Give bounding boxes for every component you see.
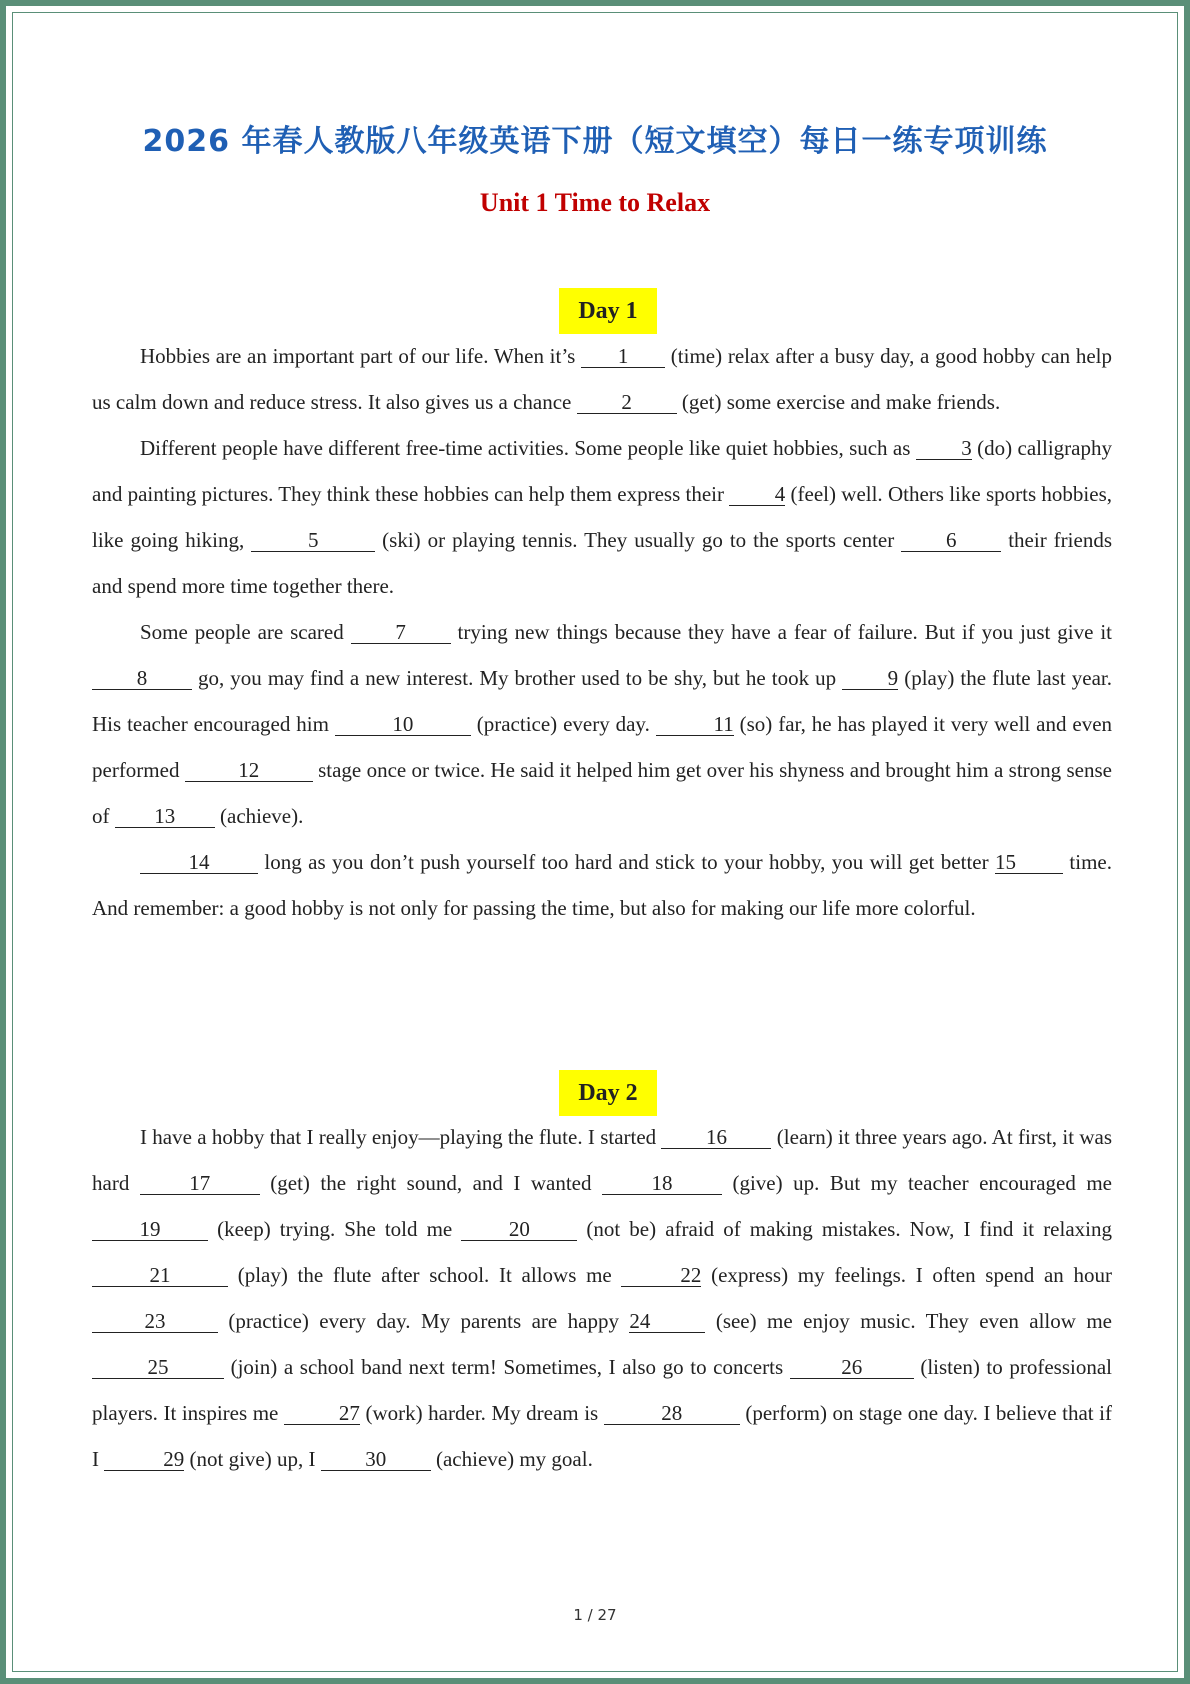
blank-30[interactable]: 30 — [321, 1448, 431, 1471]
blank-9[interactable]: 9 — [842, 667, 898, 690]
blank-19[interactable]: 19 — [92, 1218, 208, 1241]
blank-15[interactable]: 15 — [995, 851, 1063, 874]
blank-25[interactable]: 25 — [92, 1356, 224, 1379]
blank-1[interactable]: 1 — [581, 345, 665, 368]
blank-13[interactable]: 13 — [115, 805, 215, 828]
blank-20[interactable]: 20 — [461, 1218, 577, 1241]
blank-12[interactable]: 12 — [185, 759, 313, 782]
blank-24[interactable]: 24 — [629, 1310, 705, 1333]
blank-4[interactable]: 4 — [729, 483, 785, 506]
page-number: 1 / 27 — [573, 1606, 617, 1624]
blank-8[interactable]: 8 — [92, 667, 192, 690]
blank-21[interactable]: 21 — [92, 1264, 228, 1287]
blank-28[interactable]: 28 — [604, 1402, 740, 1425]
page-title: 2026 年春人教版八年级英语下册（短文填空）每日一练专项训练 — [142, 124, 1048, 159]
blank-16[interactable]: 16 — [661, 1126, 771, 1149]
blank-2[interactable]: 2 — [577, 391, 677, 414]
blank-22[interactable]: 22 — [621, 1264, 701, 1287]
blank-26[interactable]: 26 — [790, 1356, 914, 1379]
day2-passage — [92, 1114, 1112, 1482]
day1-paragraph-4: 14 long as you don’t push yourself too hard and stick to your hobby, you will get better 15 time. And remember: a good hobby is not only for passing the time, but also for making our life more colorful. — [92, 850, 1112, 920]
blank-18[interactable]: 18 — [602, 1172, 722, 1195]
day1-label: Day 1 — [559, 288, 657, 334]
blank-3[interactable]: 3 — [916, 437, 972, 460]
blank-10[interactable]: 10 — [335, 713, 471, 736]
day1-paragraph-3: Some people are scared 7 trying new things because they have a fear of failure. But if you just give it 8 go, you may find a new interest. My brother used to be shy, but he took up 9 (play) the flute last year. His teacher encouraged him 10 (practice) every day. 11 (so) far, he has played it very well and even performed 12 stage once or twice. He said it helped him get over his shyness and brought him a strong sense of 13 (achieve). — [92, 620, 1113, 828]
day1-paragraph-1: Hobbies are an important part of our life. When it’s 1 (time) relax after a busy day, a good hobby can help us calm down and reduce stress. It also gives us a chance 2 (get) some exercise and make friends. — [92, 344, 1113, 414]
blank-29[interactable]: 29 — [104, 1448, 184, 1471]
day2-paragraph: I have a hobby that I really enjoy—playing the flute. I started 16 (learn) it three years ago. At first, it was hard 17 (get) the right sound, and I wanted 18 (give) up. But my teacher encouraged me 19 (keep) trying. She told me 20 (not be) afraid of making mistakes. Now, I find it relaxing 21 (play) the flute after school. It allows me 22 (express) my feelings. I often spend an hour 23 (practice) every day. My parents are happy 24 (see) me enjoy music. They even allow me 25 (join) a school band next term! Sometimes, I also go to concerts 26 (listen) to professional players. It inspires me 27 (work) harder. My dream is 28 (perform) on stage one day. I believe that if I 29 (not give) up, I 30 (achieve) my goal. — [92, 1125, 1113, 1471]
blank-14[interactable]: 14 — [140, 851, 258, 874]
blank-11[interactable]: 11 — [656, 713, 734, 736]
blank-7[interactable]: 7 — [351, 621, 451, 644]
blank-5[interactable]: 5 — [251, 529, 375, 552]
day1-passage — [92, 333, 1112, 931]
blank-6[interactable]: 6 — [901, 529, 1001, 552]
blank-27[interactable]: 27 — [284, 1402, 360, 1425]
day1-paragraph-2: Different people have different free-time activities. Some people like quiet hobbies, such as 3 (do) calligraphy and painting pictures. They think these hobbies can help them express their 4 (feel) well. Others like sports hobbies, like going hiking, 5 (ski) or playing tennis. They usually go to the sports center 6 their friends and spend more time together there. — [92, 436, 1112, 598]
blank-23[interactable]: 23 — [92, 1310, 218, 1333]
unit-title: Unit 1 Time to Relax — [479, 188, 711, 217]
day2-label: Day 2 — [559, 1070, 657, 1116]
blank-17[interactable]: 17 — [140, 1172, 260, 1195]
